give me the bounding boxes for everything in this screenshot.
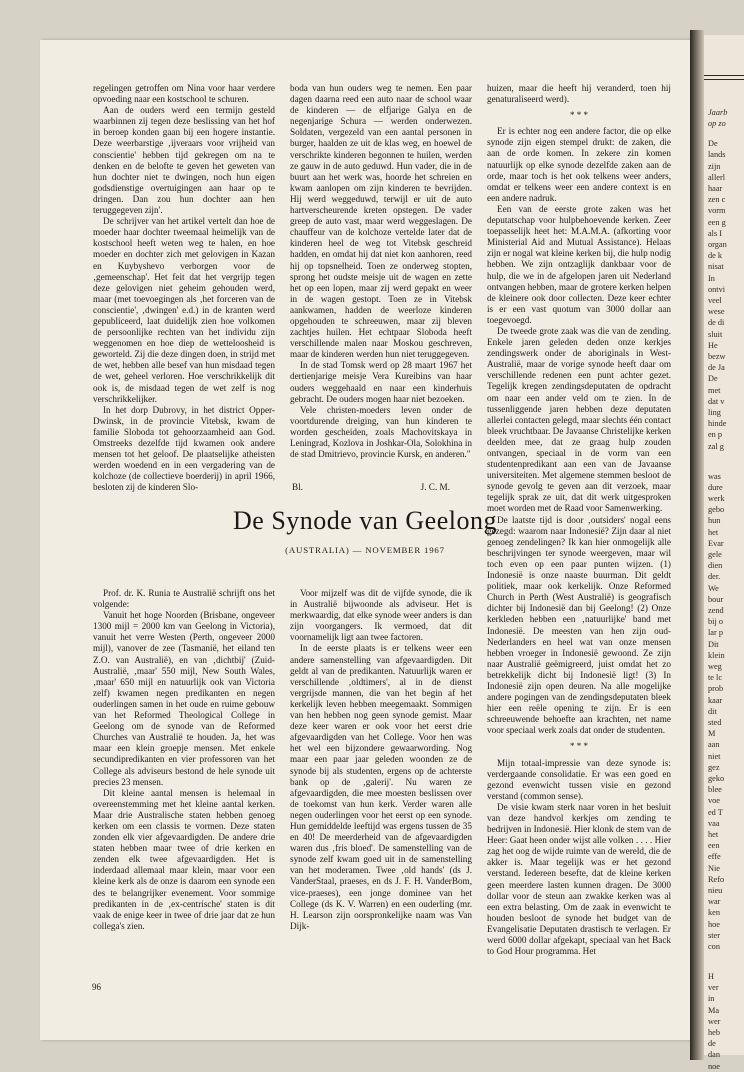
next-page-fragment: De xyxy=(708,139,718,149)
next-page-fragment: bour xyxy=(708,594,724,604)
paragraph: De laatste tijd is door ‚outsiders' nogal eens gezegd: waarom naar Indonesië? Zijn daar al niet genoeg zendelingen? Ik kan hier onmogelijk alle beschrijvingen ter synode weergeven, maar wil toch even op een paar punten wijzen. (1) Indonesië is onze naaste buurman. Dit geldt politiek, maar ook kerkelijk. Onze Reformed Church in Perth (West Australië) is geografisch dichter bij Indonesië dan bij Geelong! (2) Onze kerkleden hebben een ‚natuurlijke' band met Indonesië. De meesten van hen zijn oud-Nederlanders en heel wat van onze mensen hebben vroeger in Indonesië gewoond. Ze zijn naar Australië geëmigreerd, juist omdat het zo betrekkelijk dicht bij Indonesië ligt! (3) In Indonesië zijn open deuren. Na alle mogelijke andere pogingen van de zendingsdeputaten bleek hier een reële opening te zijn. Er is een schreeuwende behoefte aan krachten, net name voor speciaal werk zoals dat onder de studenten. xyxy=(487,514,671,736)
next-page-fragment: sluit xyxy=(708,329,723,339)
next-page-fragment: M xyxy=(708,729,716,739)
next-page-fragment: zend xyxy=(708,606,724,615)
next-page-fragment: de k xyxy=(708,251,723,261)
next-page-fragment: hinde xyxy=(708,419,727,429)
next-page-fragment: In xyxy=(708,273,715,283)
bottom-column-2 xyxy=(290,588,472,932)
paragraph: Aan de ouders werd een termijn gesteld waarbinnen zij tegen deze beslissing van het hof in beroep konden gaan bij een hogere instantie. Deze weerbarstige ‚ijveraars voor vrijheid van conscientie' hebben tijd gekregen om na te denken en de belofte te geven het geweten van hun dochter niet te dwingen, noch hun eigen godsdienstige overtuigingen aan haar op te dringen. Dan zou hun dochter aan hen teruggegeven zijn'. xyxy=(93,105,275,216)
rule-line xyxy=(704,79,744,80)
next-page-fragment: haar xyxy=(708,184,723,193)
next-page-fragment: H xyxy=(708,972,714,981)
next-page-fragment: dien xyxy=(708,561,723,571)
next-page-fragment: werk xyxy=(708,494,725,503)
next-page-fragment: heb xyxy=(708,1028,720,1037)
next-page-fragment: met xyxy=(708,385,721,395)
next-page-fragment: te lc xyxy=(708,673,723,683)
next-page-fragment: en p xyxy=(708,430,723,440)
next-page-fragment: ed T xyxy=(708,807,723,817)
next-page-fragment: Jaarb xyxy=(708,108,728,117)
signature-line xyxy=(292,482,470,493)
next-page-fragment: wer xyxy=(708,1016,721,1026)
paragraph: In de eerste plaats is er telkens weer een andere samenstelling van afgevaardigden. Dit geldt al van de predikanten. Natuurlijk waren er verschillende ‚oldtimers', al in de dienst vergrijsde mannen, die van het begin af het kerkelijk leven hebben meegemaakt. Sommigen van hen hebben nog geen synode gemist. Maar deze keer waren er ook voor het eerst drie afgevaardigden van het College. Voor hen was het wel een bijzondere gewaarwording. Nog maar een paar jaar geleden woonden ze de synode bij als studenten, ergens op de achterste bank op de ‚galerij'. Nu waren ze afgevaardigden, die mee moesten beslissen over de toekomst van hun kerk. Verder waren alle negen ouderlingen voor het eerst op een synode. Hun gemiddelde leeftijd was ergens tussen de 35 en 40! De meerderheid van de afgevaardigden waren dus ‚fris bloed'. De samenstelling van de synode zelf kwam goed uit in de samenstelling van het moderamen. Twee ‚old hands' (ds J. VanderStaal, praeses, en ds J. F. H. VanderBom, vice-praeses), een jonge dominee van het College (ds K. V. Warren) en een ouderling (mr. H. Learson zijn oorspronkelijke naam was Van Dijk- xyxy=(290,643,472,931)
next-page-fragment: bezw xyxy=(708,352,726,361)
next-page-fragment: aan xyxy=(708,740,720,750)
next-page-fragment: hoe xyxy=(708,919,720,929)
next-page-fragment: gebo xyxy=(708,505,725,515)
article-title: De Synode van Geelong xyxy=(233,506,497,535)
next-page-fragment: zen c xyxy=(708,195,726,205)
next-page-fragment: ster xyxy=(708,930,720,940)
section-stars: * * * xyxy=(570,741,588,752)
next-page-fragment: allerl xyxy=(708,172,726,182)
top-column-2 xyxy=(290,83,472,460)
next-page-fragment: effe xyxy=(708,852,721,862)
next-page-fragment: vaa xyxy=(708,818,720,828)
next-page-fragment: dit xyxy=(708,706,717,716)
next-page-fragment: dat v xyxy=(708,396,725,406)
next-page-fragment: ken xyxy=(708,908,720,918)
next-page-fragment: vorm xyxy=(708,206,726,216)
next-page-fragment: noe xyxy=(708,1061,720,1071)
next-page-fragment: de Ja xyxy=(708,363,725,373)
rule-line xyxy=(704,75,744,76)
paragraph: De tweede grote zaak was die van de zending. Enkele jaren geleden deden onze kerkjes zendingswerk onder de aboriginals in West-Australië, maar de vorige synode heeft daar om verschillende redenen een punt achter gezet. Tegelijk kregen zendingsdeputaten de opdracht om naar een ander veld om te zien. In de tussenliggende jaren hebben deze deputaten allerlei contacten gelegd, maar slechts één contact bleek vruchtbaar. De Javaanse Christelijke kerken deelden mee, dat ze graag hulp zouden ontvangen, speciaal in de vorm van een studentenpredikant aan een van de Javaanse universiteiten. Met algemene stemmen besloot de synode gevolg te geven aan dit verzoek, maar tegelijk sprak ze uit, dat dit werk uitgesproken moet worden met de Raad voor Samenwerking. xyxy=(487,325,671,514)
next-page-fragment: het xyxy=(708,527,719,537)
next-page-fragment: bij o xyxy=(708,617,723,627)
paragraph: Er is echter nog een andere factor, die op elke synode zijn eigen stempel drukt: de zaken, die aan de orde komen. In zekere zin komen natuurlijk op elke synode dezelfde zaken aan de orde, maar toch is het ook telkens weer anders, omdat er telkens weer een andere context is en een andere nadruk. xyxy=(487,126,671,203)
paragraph: In het dorp Dubrovy, in het district Opper-Dwinsk, in de provincie Vitebsk, kwam de familie Sloboda tot gehoorzaamheid aan God. Omstreeks dezelfde tijd kwamen ook andere mensen tot het geloof. De plaatselijke atheisten werden woedend en in een vergadering van de kolchoze (de collectieve boerderij) in april 1966, besloten zij de kinderen Slo- xyxy=(93,404,275,493)
next-page-fragment: hun xyxy=(708,516,721,526)
next-page-fragment: dan xyxy=(708,1050,720,1060)
paragraph: De schrijver van het artikel vertelt dan hoe de moeder haar dochter tweemaal heimelijk van de kostschool heeft weten weg te halen, en hoe moeder en dochter zich met gelovigen in Kazan en Kuybyshevo verborgen voor de ‚gemeenschap'. Het feit dat het vergrijp tegen deze gelovigen niet geheim gehouden werd, maar (met toevoegingen als ‚het forceren van de conscientie', ‚dwingen' e.d.) in de kranten werd gepubliceerd, laat duidelijk zien hoe volkomen de persoonlijke rechten van het individu zijn weggenomen en hoe diep de wetteloosheid is geworteld. Zij die deze dingen doen, in strijd met de wet, hebben alle besef van hun misdaad tegen de wet, geheel verloren. Hoe verschrikkelijk dit ook is, de misdaad tegen de wet zelf is nog verschrikkelijker. xyxy=(93,216,275,404)
paragraph: Een van de eerste grote zaken was het deputatschap voor hulpbehoevende kerken. Zeer toepasselijk heet het: M.A.M.A. (afkorting voor Ministerial Aid and Mutual Assistance). Helaas zijn er nogal wat kleine kerken bij, die hulp nodig hebben. We zijn ontzaglijk dankbaar voor de hulp, die we in de afgelopen jaren uit Nederland ontvangen hebben, maar de grotere kerken helpen de kleinere ook door collecten. Deze keer echter is er een vast quotum van 3000 dollar aan toegevoegd. xyxy=(487,203,671,325)
next-page-fragment: zijn xyxy=(708,161,721,171)
next-page-fragment: wese xyxy=(708,307,725,317)
next-page-fragment: weg xyxy=(708,662,722,671)
paragraph: In de stad Tomsk werd op 28 maart 1967 het dertienjarige meisje Vera Kureibins van haar ouders weggehaald en naar een kinderhuis gebracht. De ouders mogen haar niet bezoeken. xyxy=(290,360,472,404)
next-page-fragment: Evar xyxy=(708,538,724,548)
paragraph: Dit kleine aantal mensen is helemaal in overeenstemming met het kleine aantal kerken. Maar drie Australische staten hebben genoeg kerken om een classis te vormen. Deze staten zonden elk vier afgevaardigden. De andere drie staten hebben maar twee of drie kerken en zenden elk twee afgevaardigden. Het is inderdaad allemaal maar klein, maar voor een kleine kerk als de onze is daarom een synode een des te belangrijker evenement. Voor sommige predikanten in de ‚ex-centrische' staten is dit vaak de enige keer in twee of drie jaar dat ze hun collega's zien. xyxy=(93,787,275,931)
next-page-fragment: Ma xyxy=(708,1005,720,1015)
next-page-fragment: veel xyxy=(708,296,722,305)
next-page-fragment: de xyxy=(708,1039,716,1049)
next-page-fragment: op zo xyxy=(708,119,726,129)
next-page-fragment: geko xyxy=(708,774,725,783)
next-page-fragment: gez xyxy=(708,762,720,772)
next-page-fragment: als I xyxy=(708,228,723,238)
next-page-fragment: sted xyxy=(708,718,722,727)
next-page-fragment: zal g xyxy=(708,441,724,451)
top-column-1 xyxy=(93,83,275,493)
next-page-fragment: con xyxy=(708,942,720,951)
next-page-fragment: een g xyxy=(708,217,726,227)
next-page-fragment: voe xyxy=(708,796,720,806)
next-page-fragment: een xyxy=(708,841,720,851)
paragraph: Vele christen-moeders leven onder de voortdurende dreiging, van hun kinderen te worden gescheiden, zoals Machovitskaya in Leningrad, Kozlova in Joshkar-Ola, Solokhina in de stad Dmitrievo, provincie Kursk, en anderen." xyxy=(290,404,472,460)
next-page-fragment: dure xyxy=(708,482,723,492)
next-page-fragment: nieu xyxy=(708,886,723,895)
next-page-fragment: nisat xyxy=(708,262,724,272)
paragraph: regelingen getroffen om Nina voor haar verdere opvoeding naar een kostschool te schuren. xyxy=(93,83,275,105)
paragraph: boda van hun ouders weg te nemen. Een paar dagen daarna reed een auto naar de school waar de kinderen — de elfjarige Galya en de negenjarige Schura — werden onderwezen. Soldaten, vergezeld van een aantal personen in burger, haalden ze uit de klas weg, en hoewel de verschrikte kinderen begonnen te huilen, werden ze gauw in de auto geduwd. Hun vader, die in de buurt aan het werk was, hoorde het schreien en kwam aanlopen om zijn kinderen te bevrijden. Hij werd weggeduwd, terwijl er uit de auto hartverscheurende kreten opstegen. De vader greep de auto vast, maar werd weggeslagen. De chauffeur van de kolchoze vertelde later dat de kinderen heel de weg tot Vitebsk geschreid hadden, en omdat hij dat niet kon aanhoren, reed hij op topsnelheid. Toen ze onderweg stopten, sprong het oudste meisje uit de wagen en zette het op een lopen, maar zij werd gepakt en weer in de wagen gestopt. Toen ze in Vitebsk aankwamen, hadden de weerloze kinderen opgehouden te schreeuwen, maar zij bleven zachtjes huilen. Het echtpaar Sloboda heeft verschillende malen naar Moskou geschreven, maar de kinderen werden hun niet teruggegeven. xyxy=(290,83,472,360)
next-page-fragment: in xyxy=(708,994,715,1004)
paragraph: Voor mijzelf was dit de vijfde synode, die ik in Australië bijwoonde als adviseur. Het is merkwaardig, dat elke synode weer anders is dan zijn voorgangers. Ik vermoed, dat dit voornamelijk ligt aan twee factoren. xyxy=(290,588,472,643)
next-page-fragment: kaar xyxy=(708,695,723,705)
section-stars: * * * xyxy=(570,110,588,121)
paragraph: Mijn totaal-impressie van deze synode is: verdergaande consolidatie. Er was een goed en gezond evenwicht tussen visie en gezond verstand (common sense). xyxy=(487,757,671,801)
next-page-fragment: Dit xyxy=(708,639,719,649)
next-page-fragment: der. xyxy=(708,572,721,582)
next-page-fragment: war xyxy=(708,897,721,907)
next-page-fragment: We xyxy=(708,583,719,593)
next-page-fragment: ling xyxy=(708,408,721,417)
paragraph: Prof. dr. K. Runia te Australië schrijft ons het volgende: xyxy=(93,588,275,610)
next-page-edge xyxy=(704,35,744,1071)
article-subtitle: (AUSTRALIA) — NOVEMBER 1967 xyxy=(285,545,445,555)
next-page-fragment: de di xyxy=(708,318,725,328)
next-page-fragment: blee xyxy=(708,785,722,795)
next-page-fragment: gele xyxy=(708,550,722,559)
next-page-fragment: ver xyxy=(708,983,719,993)
next-page-fragment: He xyxy=(708,340,718,350)
next-page-fragment: prob xyxy=(708,684,724,694)
page-number: 96 xyxy=(92,982,101,992)
next-page-fragment: lands xyxy=(708,150,726,160)
paragraph: huizen, maar die heeft hij veranderd, toen hij genaturaliseerd werd). xyxy=(487,83,671,105)
bottom-column-1 xyxy=(93,588,275,932)
next-page-fragment: ontvi xyxy=(708,284,726,294)
next-page-fragment: organ xyxy=(708,240,727,249)
next-page-fragment: lar p xyxy=(708,628,723,638)
next-page-fragment: niet xyxy=(708,751,721,761)
next-page-fragment: was xyxy=(708,471,721,481)
next-page-fragment: het xyxy=(708,830,719,839)
signature-right: J. C. M. xyxy=(420,482,450,492)
next-page-fragment: klein xyxy=(708,650,725,660)
next-page-fragment: Refo xyxy=(708,874,725,884)
paragraph: Vanuit het hoge Noorden (Brisbane, ongeveer 1300 mijl = 2000 km van Geelong in Victoria), vanuit het verre Westen (Perth, ongeveer 2000 mijl), vanover de zee (Tasmanië, het eiland ten Z.O. van Australië), en van ‚dichtbij' (Zuid-Australië, ‚maar' 550 mijl, New South Wales, ‚maar' 650 mijl en natuurlijk ook van Victoria zelf) kwamen negen predikanten en negen ouderlingen samen in het oude en ruime gebouw van het Reformed Theological College in Geelong om de synode van de Reformed Churches van Australië te houden. Ja, het was maar een klein groepje mensen. Met enkele secundipredikanten en vier professoren van het College als adviseurs bestond de hele synode uit precies 23 mensen. xyxy=(93,610,275,787)
signature-left: Bl. xyxy=(292,482,303,492)
next-page-fragment: De xyxy=(708,374,718,384)
paragraph: De visie kwam sterk naar voren in het besluit van deze handvol kerkjes om zending te bedrijven in Indonesië. Hier klonk de stem van de Heer: Gaat heen onder wijst alle volken . . . . Hier zag het oog de wijde ruimte van de wereld, die de akker is. Maar tegelijk was er het gezond verstand. Iedereen besefte, dat de kleine kerken geen meerdere lasten kunnen dragen. De 3000 dollar voor de steun aan zwakke kerken was al een extra belasting. Om de zaak in evenwicht te houden besloot de synode het budget van de Evangelisatie Deputaten drastisch te verlagen. Er werd 6000 dollar afgekapt, speciaal van het Back to God Hour programma. Het xyxy=(487,801,671,957)
book-spine xyxy=(690,30,704,1060)
next-page-fragment: Nie xyxy=(708,863,720,873)
